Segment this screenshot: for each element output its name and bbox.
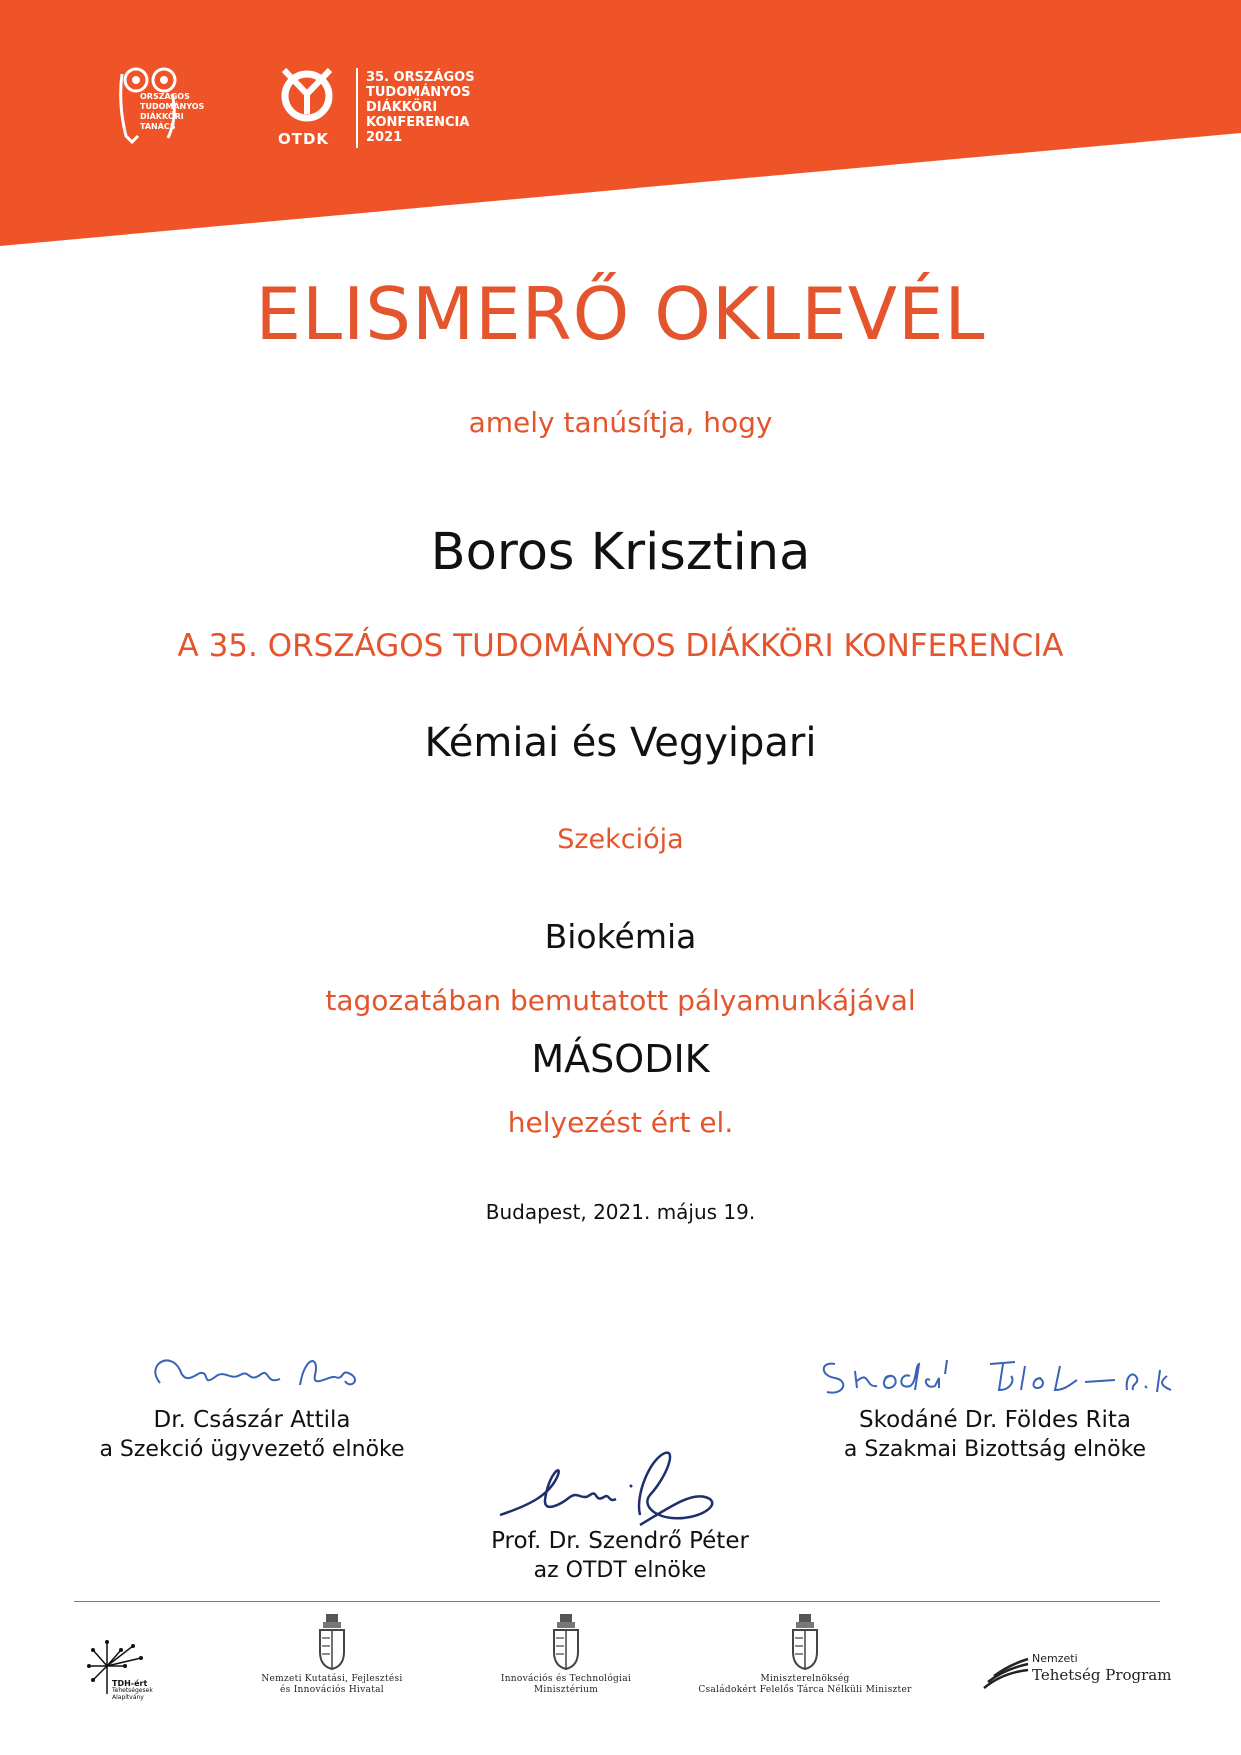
tdk-logo-line: TDH-ért bbox=[112, 1679, 148, 1688]
otdk-label: OTDK bbox=[278, 130, 330, 148]
recipient-name: Boros Krisztina bbox=[430, 523, 811, 582]
coat-of-arms-icon bbox=[551, 1614, 581, 1670]
coat-of-arms-icon bbox=[317, 1614, 347, 1670]
signatory-name: Skodáné Dr. Földes Rita bbox=[859, 1407, 1131, 1433]
itm-line: Minisztérium bbox=[533, 1685, 599, 1695]
tdk-logo-line: Alapítvány bbox=[112, 1694, 144, 1701]
conference-line: 35. ORSZÁGOS bbox=[366, 70, 475, 85]
otdt-logo-line: TANÁCS bbox=[140, 122, 176, 131]
footer-divider bbox=[74, 1601, 1160, 1602]
division-suffix: tagozatában bemutatott pályamunkájával bbox=[325, 984, 916, 1017]
signatory-name: Dr. Császár Attila bbox=[153, 1407, 351, 1433]
nkfih-line: Nemzeti Kutatási, Fejlesztési bbox=[261, 1674, 403, 1684]
conference-line: DIÁKKÖRI bbox=[366, 100, 438, 115]
signatory-left bbox=[52, 1407, 452, 1462]
tdk-foundation-logo bbox=[78, 1636, 158, 1700]
itm-line: Innovációs és Technológiai bbox=[500, 1674, 632, 1684]
signature-right bbox=[815, 1346, 1185, 1406]
otdt-logo-line: ORSZÁGOS bbox=[140, 92, 190, 101]
tdk-logo-line: Tehetségesek bbox=[112, 1687, 153, 1694]
itm-logo bbox=[466, 1614, 666, 1696]
signatory-role: a Szakmai Bizottság elnöke bbox=[843, 1437, 1147, 1462]
otdt-logo-line: DIÁKKÖRI bbox=[140, 112, 184, 121]
nkfih-line: és Innovációs Hivatal bbox=[280, 1685, 384, 1695]
otdk-emblem-icon bbox=[270, 64, 350, 134]
signature-center bbox=[490, 1445, 770, 1535]
conference-line: KONFERENCIA bbox=[366, 115, 470, 130]
conference-name: A 35. ORSZÁGOS TUDOMÁNYOS DIÁKKÖRI KONFERENCIA bbox=[177, 628, 1064, 664]
section-suffix: Szekciója bbox=[557, 824, 684, 855]
certificate-subtitle: amely tanúsítja, hogy bbox=[468, 406, 773, 439]
otdt-logo-line: TUDOMÁNYOS bbox=[140, 102, 205, 111]
coat-of-arms-icon bbox=[790, 1614, 820, 1670]
conference-line: TUDOMÁNYOS bbox=[366, 85, 471, 100]
signatory-role: a Szekció ügyvezető elnöke bbox=[99, 1437, 405, 1462]
signatory-center bbox=[420, 1528, 820, 1583]
ntp-bottom: Tehetség Program bbox=[1032, 1666, 1172, 1684]
me-line: Miniszterelnökség bbox=[760, 1674, 850, 1684]
placement: MÁSODIK bbox=[531, 1037, 710, 1081]
division-name: Biokémia bbox=[544, 917, 697, 956]
issue-date: Budapest, 2021. május 19. bbox=[485, 1200, 756, 1224]
signature-left bbox=[140, 1345, 370, 1405]
otdk-divider bbox=[356, 68, 360, 148]
ntp-top: Nemzeti bbox=[1032, 1652, 1078, 1665]
me-line: Családokért Felelős Tárca Nélküli Miniszter bbox=[698, 1685, 912, 1695]
me-logo bbox=[670, 1614, 940, 1696]
certificate-title: ELISMERŐ OKLEVÉL bbox=[255, 272, 986, 356]
placement-suffix: helyezést ért el. bbox=[507, 1106, 734, 1139]
conference-line: 2021 bbox=[366, 130, 403, 145]
otdt-logo bbox=[112, 64, 205, 146]
section-name: Kémiai és Vegyipari bbox=[424, 720, 817, 766]
ntp-wave-icon bbox=[982, 1656, 1032, 1692]
signatory-role: az OTDT elnöke bbox=[533, 1558, 707, 1583]
nkfih-logo bbox=[232, 1614, 432, 1696]
signatory-name: Prof. Dr. Szendrő Péter bbox=[491, 1528, 749, 1554]
signatory-right bbox=[795, 1407, 1195, 1462]
